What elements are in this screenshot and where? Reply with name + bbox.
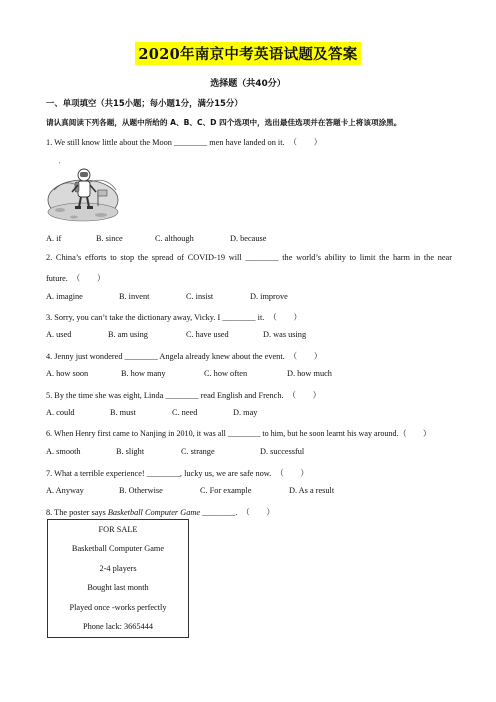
poster-line: FOR SALE [98,525,138,534]
option-c[interactable]: C. For example [200,486,252,495]
option-b[interactable]: B. since [96,234,123,243]
question-8-prefix: 8. The poster says [46,508,108,517]
question-6: 6. When Henry first came to Nanjing in 2010, it was all ________ to him, but he soon learnt his way around.（ ） [46,429,431,438]
option-b[interactable]: B. am using [108,330,148,339]
poster-line: Bought last month [87,583,149,592]
poster-line: Basketball Computer Game [71,544,165,553]
option-d[interactable]: D. As a result [289,486,335,495]
option-a[interactable]: A. could [46,408,75,417]
option-c[interactable]: C. although [155,234,194,243]
question-3: 3. Sorry, you can’t take the dictionary away, Vicky. I ________ it. （ ） [46,313,302,322]
poster-line: 2-4 players [99,564,137,573]
page-title: 2020年南京中考英语试题及答案 [135,42,360,65]
option-b[interactable]: B. invent [119,292,150,301]
question-8 [46,506,275,518]
question-8-suffix: ________. （ ） [200,508,275,517]
section-heading: 一、单项填空（共15小题；每小题1分，满分15分） [46,98,243,108]
astronaut-moon-illustration [46,160,120,222]
option-a[interactable]: A. smooth [46,447,81,456]
question-4: 4. Jenny just wondered ________ Angela already knew about the event. （ ） [46,352,323,361]
instructions: 请认真阅读下列各题，从题中所给的 A、B、C、D 四个选项中，选出最佳选项并在答题卡上将该项涂黑。 [46,118,402,127]
question-1: 1. We still know little about the Moon ________ men have landed on it. （ ） [46,138,322,147]
option-c[interactable]: C. have used [186,330,229,339]
option-a[interactable]: A. Anyway [46,486,84,495]
option-a[interactable]: A. if [46,234,62,243]
option-d[interactable]: D. was using [263,330,307,339]
poster-line: Played once -works perfectly [69,603,167,612]
question-2: 2. China’s efforts to stop the spread of COVID-19 will ________ the world’s ability to limit the harm in the near [46,253,452,262]
option-c[interactable]: C. need [172,408,198,417]
poster-line: Phone lack: 3665444 [82,622,154,631]
title-container [0,42,496,65]
option-d[interactable]: D. because [230,234,267,243]
svg-text:': ' [59,162,61,168]
option-d[interactable]: D. how much [287,369,332,378]
subtitle: 选择题（共40分） [210,79,286,89]
option-d[interactable]: D. successful [260,447,305,456]
option-a[interactable]: A. used [46,330,72,339]
option-c[interactable]: C. insist [186,292,214,301]
option-a[interactable]: A. how soon [46,369,89,378]
option-b[interactable]: B. Otherwise [119,486,163,495]
poster-box [47,519,189,638]
option-b[interactable]: B. must [110,408,136,417]
option-b[interactable]: B. slight [116,447,145,456]
question-8-title: Basketball Computer Game [107,508,201,517]
option-c[interactable]: C. strange [181,447,215,456]
question-5: 5. By the time she was eight, Linda ________ read English and French. （ ） [46,391,321,400]
option-d[interactable]: D. may [233,408,258,417]
option-d[interactable]: D. improve [250,292,288,301]
option-a[interactable]: A. imagine [46,292,83,301]
option-b[interactable]: B. how many [121,369,166,378]
option-c[interactable]: C. how often [204,369,248,378]
question-2-continued: future. （ ） [46,274,106,283]
question-7: 7. What a terrible experience! ________, lucky us, we are safe now. （ ） [46,469,309,478]
